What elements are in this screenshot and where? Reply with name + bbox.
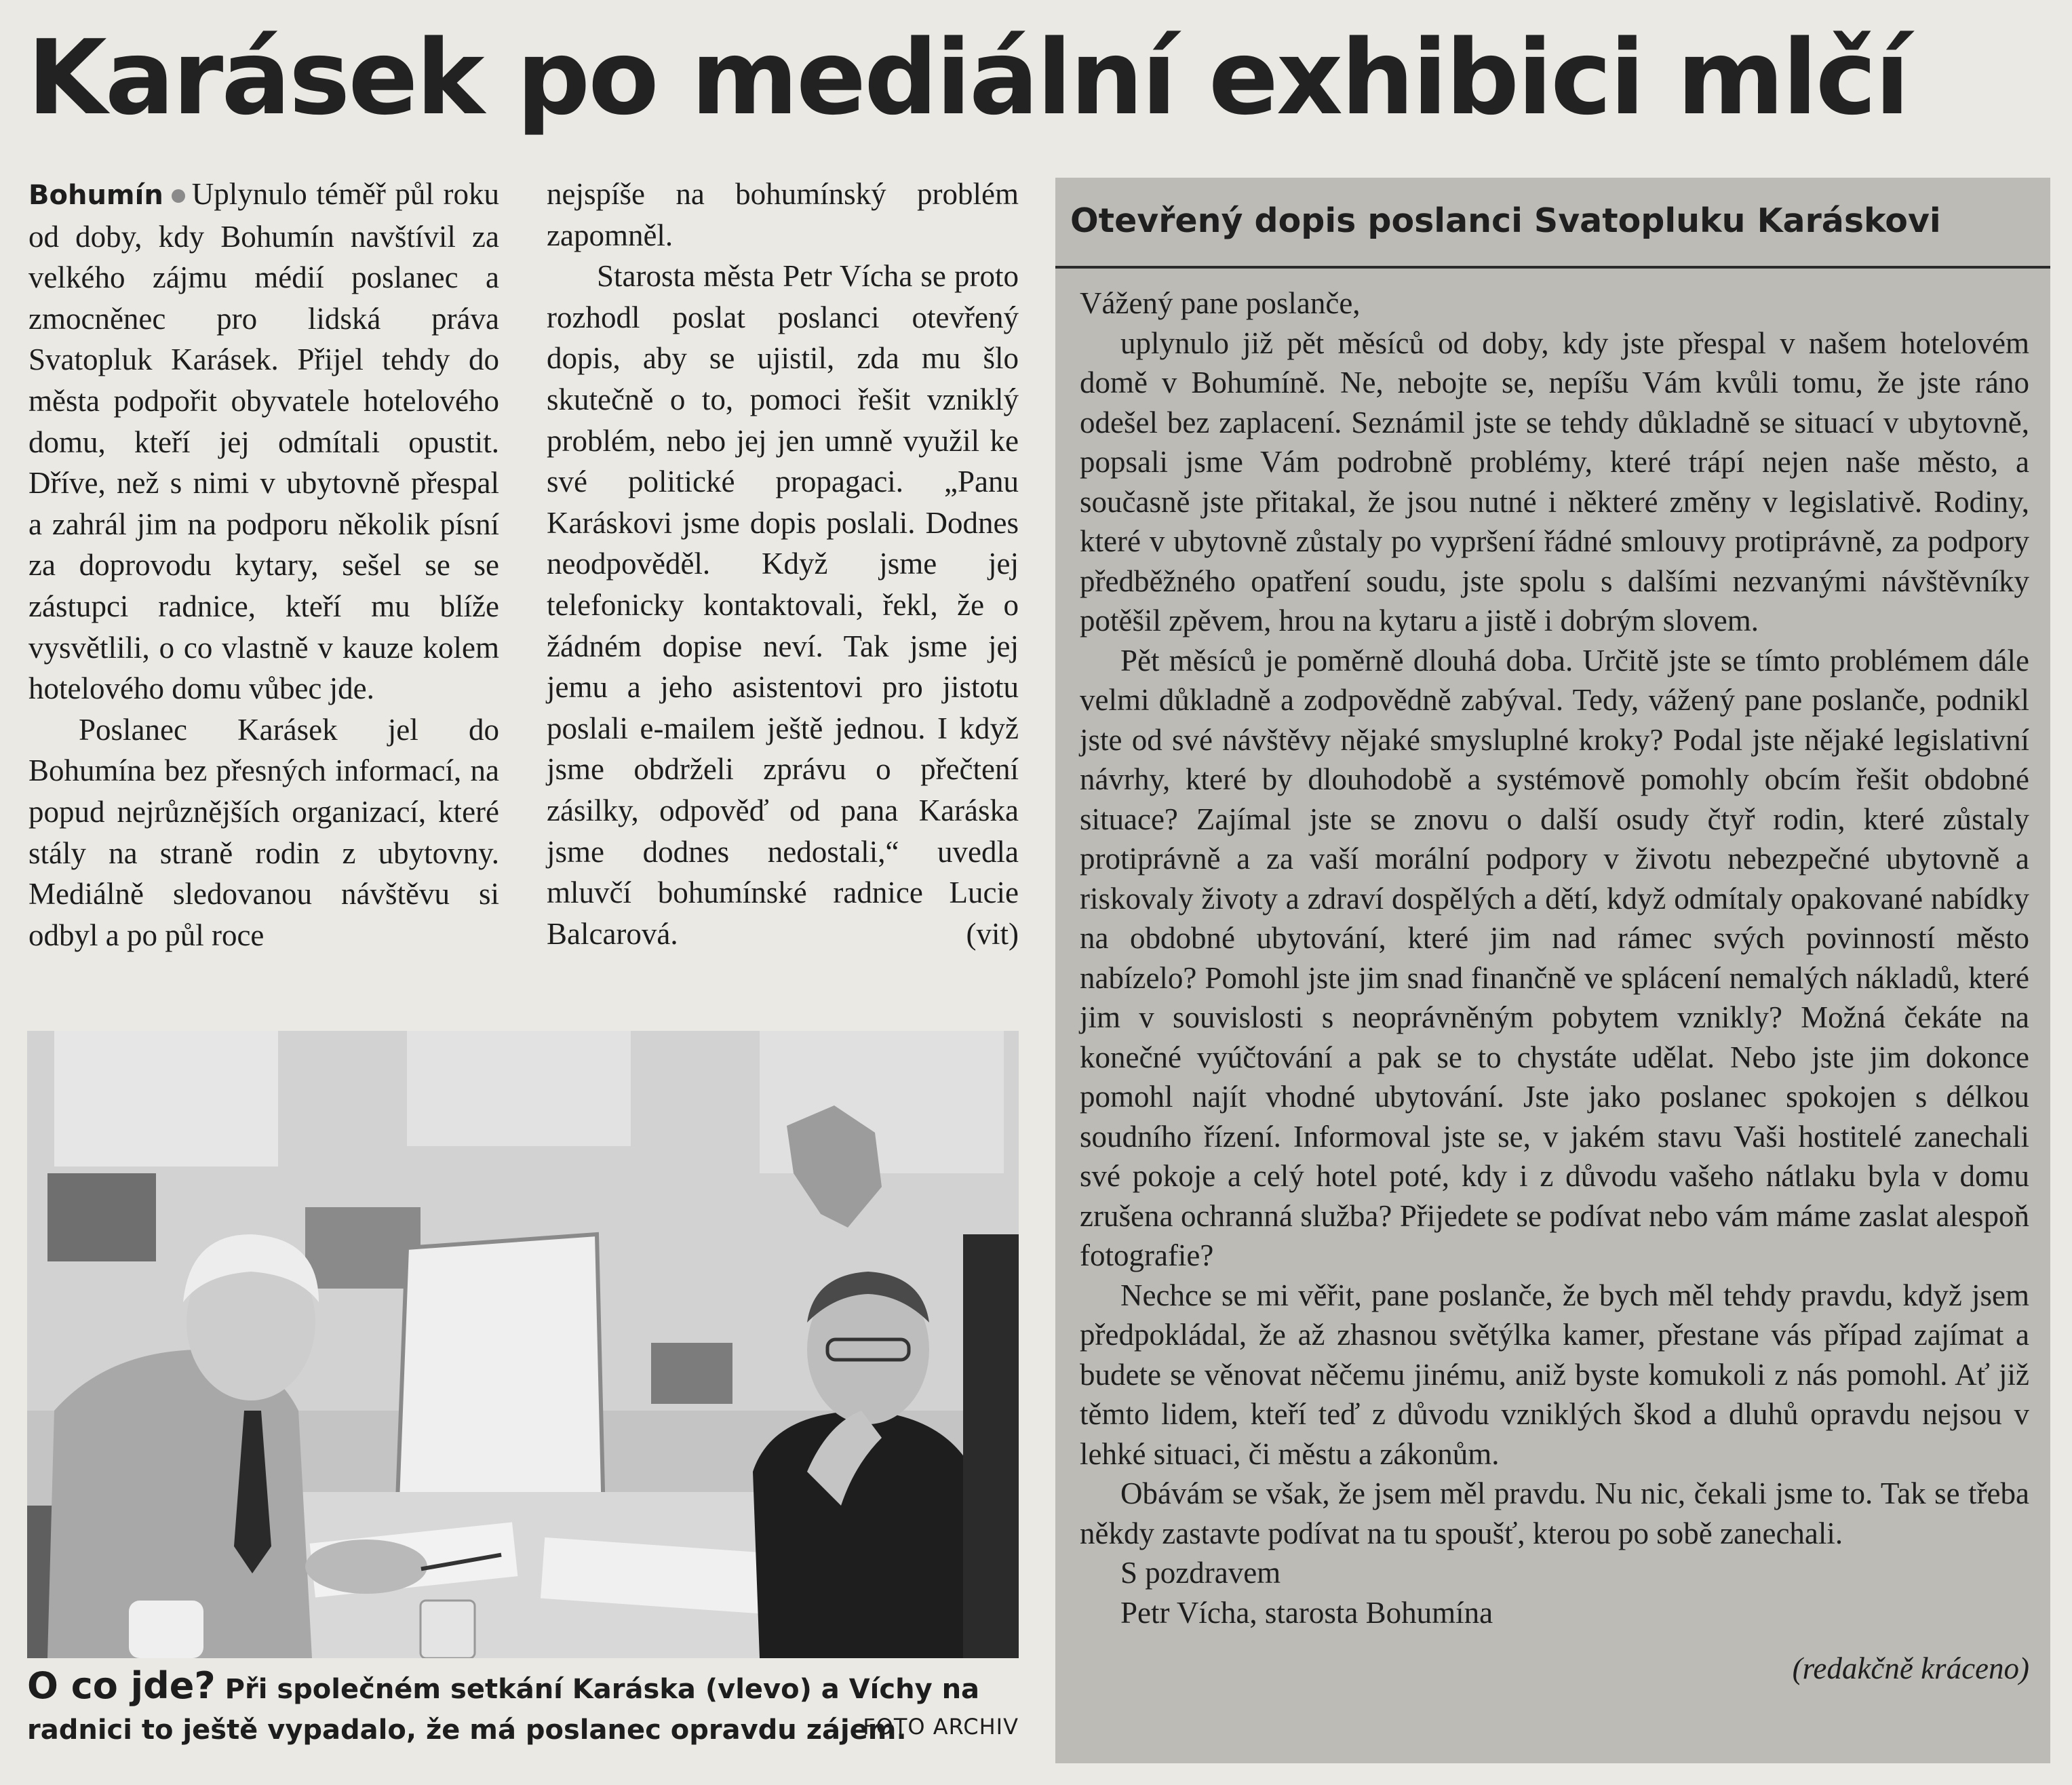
letter-paragraph: Obávám se však, že jsem měl pravdu. Nu nic, čekali jsme to. Tak se třeba někdy zastavte podívat na tu spoušť, kterou po sobě zanechali.: [1080, 1476, 2029, 1550]
letter-paragraph: uplynulo již pět měsíců od doby, kdy jste přespal v našem hotelovém domě v Bohumíně. Ne, nebojte se, nepíšu Vám kvůli tomu, že jste ráno odešel bez zaplacení. Seznámil jste se tehdy důkladně se situací v ubytovně, popsali jsme Vám podrobně problémy, které trápí nejen naše město, a současně jste přitakal, že jsou nutné i některé změny v legislativě. Rodiny, které v ubytovně zůstaly po vypršení řádné smlouvy protiprávně, za podpory předběžného opatření soudu, jste spolu s dalšími nezvanými návštěvníky potěšil zpěvem, hrou na kytaru a jistě i dobrým slovem.: [1080, 326, 2029, 638]
photo-credit: FOTO ARCHIV: [863, 1714, 1019, 1740]
headline: Karásek po mediální exhibici mlčí: [27, 18, 1909, 138]
article-photo: [27, 1031, 1019, 1658]
byline: (vit): [966, 916, 1019, 951]
letter-paragraph: Nechce se mi věřit, pane poslanče, že bych měl tehdy pravdu, když jsem předpokládal, že až zhasnou světýlka kamer, přestane vás případ zajímat a budete se věnovat něčemu jinému, aniž byste komukoli z nás pomohl. Ať již těmto lidem, kteří teď z důvodu vzniklých škod a dluhů opravdu nejsou v lehké situaci, či městu a zákonům.: [1080, 1278, 2029, 1471]
article-paragraph: Starosta města Petr Vícha se proto rozhodl poslat poslanci otevřený dopis, aby se ujistil, zda mu šlo skutečně o to, pomoci řešit vzniklý problém, nebo jej jen umně využil ke své politické propagaci. „Panu Karáskovi jsme dopis poslali. Dodnes neodpověděl. Když jsme jej telefonicky kontaktovali, řekl, že o žádném dopise neví. Tak jsme jej jemu a jeho asistentovi pro jistotu poslali e-mailem ještě jednou. I když jsme obdrželi zprávu o přečtení zásilky, odpověď od pana Karáska jsme dodnes nedostali,“ uvedla mluvčí bohumínské radnice Lucie Balcarová.: [547, 259, 1019, 951]
caption-text: Při společném setkání Karáska (vlevo) a Víchy na radnici to ještě vypadalo, že má poslanec opravdu zájem.: [27, 1674, 980, 1746]
article-paragraph: [28, 174, 499, 709]
meeting-photo-illustration: [27, 1031, 1019, 1658]
letter-body: [1080, 283, 2029, 1689]
article-text: Uplynulo téměř půl roku od doby, kdy Bohumín navštívil za velkého zájmu médií poslanec a zmocněnec pro lidská práva Svatopluk Karásek. Přijel tehdy do města podpořit obyvatele hotelového domu, kteří jej odmítali opustit. Dříve, než s nimi v ubytovně přespal a zahrál jim na podporu několik písní za doprovodu kytary, sešel se se zástupci radnice, kteří mu blíže vysvětlili, o co vlastně v kauze kolem hotelového domu vůbec jde.: [28, 177, 499, 706]
letter-salutation: Vážený pane poslanče,: [1080, 286, 1361, 320]
title-divider: [1055, 266, 2050, 269]
letter-closing: S pozdravem: [1120, 1556, 1281, 1590]
letter-paragraph: Pět měsíců je poměrně dlouhá doba. Určitě jste se tímto problémem dále velmi důkladně a zodpovědně zabýval. Tedy, vážený pane poslanče, podnikl jste od své návštěvy nějaké smysluplné kroky? Podal jste nějaké legislativní návrhy, které by dlouhodobě a systémově pomohly obcím řešit obdobné situace? Zajímal jste se znovu o další osudy čtyř rodin, které zůstaly protiprávně a za vaší morální podpory v životu nebezpečné ubytovně a riskovaly životy a zdraví dospělých a dětí, když odmítaly opakované nabídky na obdobné ubytování, které jim nad rámec svých povinností město nabízelo? Pomohl jste jim snad finančně ve splácení nemalých nákladů, které jim v souvislosti s neoprávněným pobytem vznikly? Možná čekáte na konečné vyúčtování a pak se to chystáte udělat. Nebo jste jim dokonce pomohl najít vhodné ubytování. Jste jako poslanec spokojen s délkou soudního řízení. Informoval jste se, v jakém stavu Vaši hostitelé zanechali své pokoje a celý hotel poté, kdy i z důvodu vašeho nátlaku byla v domu zrušena ochranná služba? Přijedete se podívat nebo vám máme zaslat alespoň fotografie?: [1080, 643, 2029, 1272]
article-paragraph: nejspíše na bohumínský problém zapomněl.: [547, 177, 1019, 252]
article-column-2: [547, 174, 1019, 954]
article-paragraph: Poslanec Karásek jel do Bohumína bez přesných informací, na popud nejrůznějších organizací, které stály na straně rodin z ubytovny. Mediálně sledovanou návštěvu si odbyl a po půl roce: [28, 712, 499, 952]
open-letter-box: [1055, 178, 2050, 1763]
editor-note: (redakčně kráceno): [1792, 1651, 2029, 1685]
letter-title: Otevřený dopis poslanci Svatopluku Karáskovi: [1070, 201, 1941, 240]
caption-lead: O co jde?: [27, 1664, 216, 1707]
article-column-1: [28, 174, 499, 956]
letter-signature: Petr Vícha, starosta Bohumína: [1120, 1595, 1493, 1630]
photo-caption: [27, 1666, 1019, 1750]
bullet-icon: [172, 189, 185, 203]
dateline: Bohumín: [28, 180, 163, 211]
